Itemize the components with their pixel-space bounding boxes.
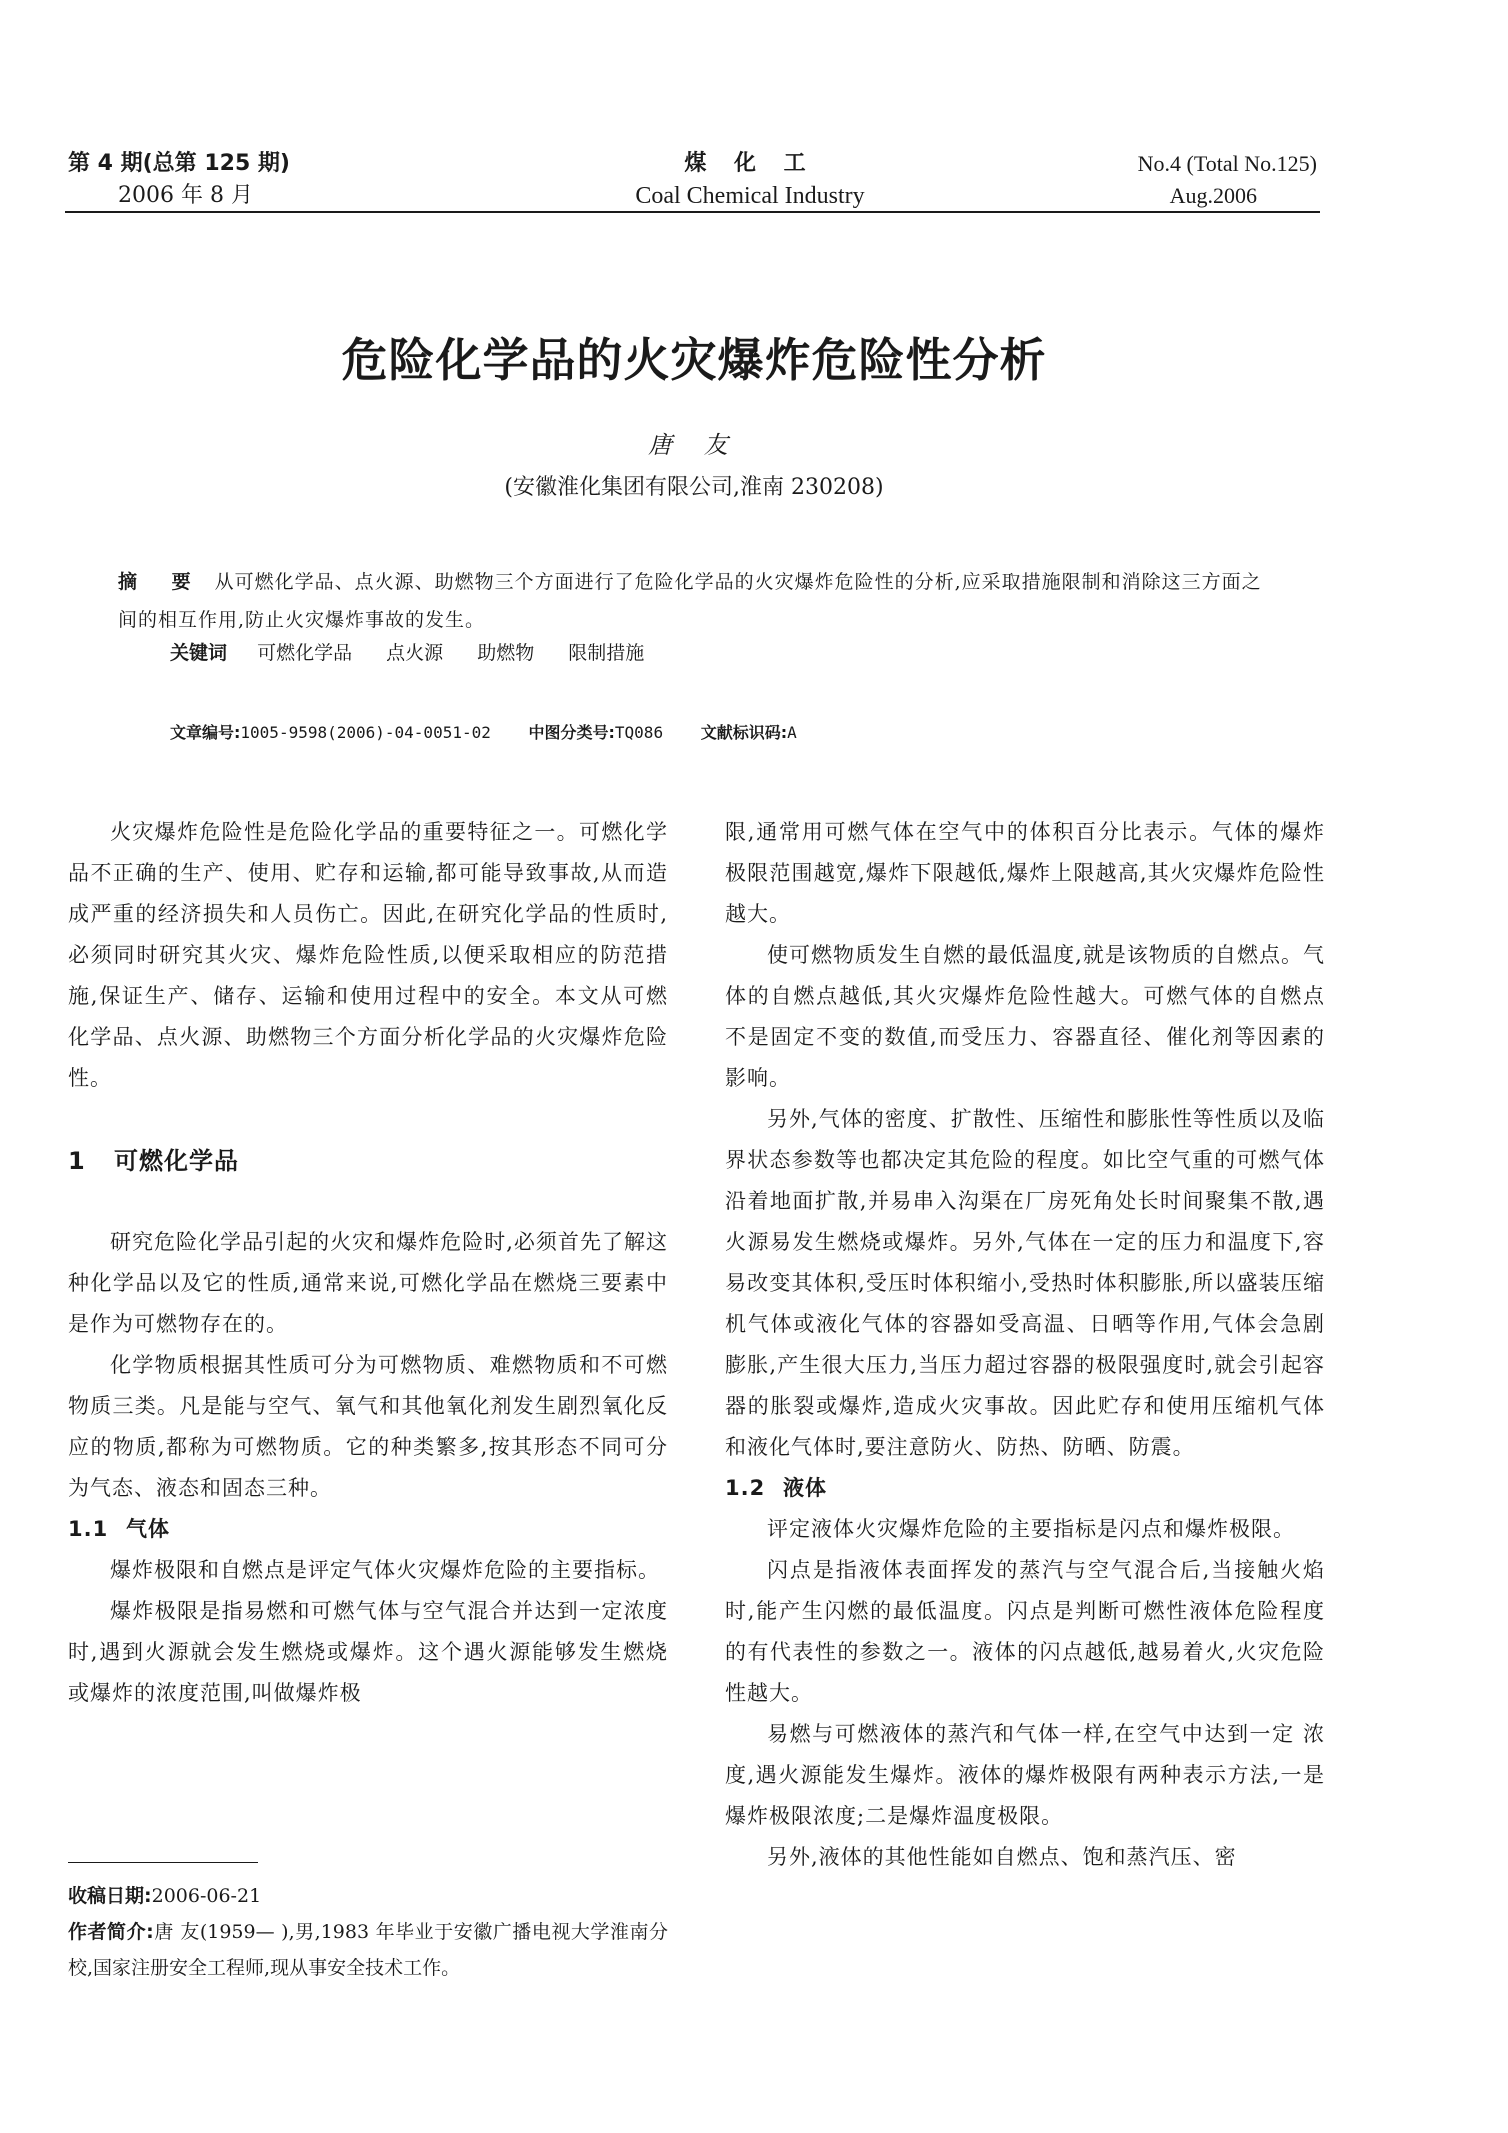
running-header-center — [500, 148, 1000, 212]
received-date-label: 收稿日期: — [68, 1885, 152, 1907]
keywords — [170, 637, 1170, 669]
author-affiliation: (安徽淮化集团有限公司,淮南 230208) — [504, 475, 884, 500]
clc-number: TQ086 — [614, 723, 664, 742]
footnote — [68, 1878, 668, 1986]
article-author: 唐 友 — [648, 431, 740, 459]
document-code: A — [787, 723, 797, 742]
section-heading-1-1 — [68, 1509, 668, 1550]
abstract — [118, 563, 1268, 639]
article-title: 危险化学品的火灾爆炸危险性分析 — [341, 333, 1047, 387]
abstract-text: 从可燃化学品、点火源、助燃物三个方面进行了危险化学品的火灾爆炸危险性的分析,应采取措施限制和消除这三方面之间的相互作用,防止火灾爆炸事故的发生。 — [118, 571, 1262, 631]
keyword-item: 点火源 — [386, 642, 444, 664]
paragraph: 闪点是指液体表面挥发的蒸汽与空气混合后,当接触火焰时,能产生闪燃的最低温度。闪点是判断可燃性液体危险程度的有代表性的参数之一。液体的闪点越低,越易着火,火灾危险性越大。 — [725, 1558, 1325, 1705]
issue-date-en: Aug.2006 — [1169, 183, 1257, 208]
body-column-left — [68, 812, 668, 1714]
paragraph: 爆炸极限是指易燃和可燃气体与空气混合并达到一定浓度时,遇到火源就会发生燃烧或爆炸。这个遇火源能够发生燃烧或爆炸的浓度范围,叫做爆炸极 — [68, 1599, 668, 1705]
received-date-value: 2006-06-21 — [151, 1885, 262, 1907]
keyword-item: 可燃化学品 — [257, 642, 353, 664]
section-heading-1-2 — [725, 1468, 1325, 1509]
section-number: 1 — [68, 1147, 86, 1175]
author-bio-label: 作者简介: — [68, 1921, 154, 1943]
paragraph: 另外,气体的密度、扩散性、压缩性和膨胀性等性质以及临界状态参数等也都决定其危险的程度。如比空气重的可燃气体沿着地面扩散,并易串入沟渠在厂房死角处长时间聚集不散,遇火源易发生燃烧或爆炸。另外,气体在一定的压力和温度下,容易改变其体积,受压时体积缩小,受热时体积膨胀,所以盛装压缩机气体或液化气体的容器如受高温、日晒等作用,气体会急剧膨胀,产生很大压力,当压力超过容器的极限强度时,就会引起容器的胀裂或爆炸,造成火灾事故。因此贮存和使用压缩机气体和液化气体时,要注意防火、防热、防晒、防震。 — [725, 1107, 1325, 1459]
section-number: 1.1 — [68, 1517, 109, 1541]
keyword-item: 限制措施 — [568, 642, 645, 664]
paragraph-continued: 限,通常用可燃气体在空气中的体积百分比表示。气体的爆炸极限范围越宽,爆炸下限越低,爆炸上限越高,其火灾爆炸危险性越大。 — [725, 820, 1325, 926]
header-rule — [65, 211, 1320, 213]
paragraph: 易燃与可燃液体的蒸汽和气体一样,在空气中达到一定 浓度,遇火源能发生爆炸。液体的爆炸极限有两种表示方法,一是爆炸极限浓度;二是爆炸温度极限。 — [725, 1722, 1325, 1828]
section-title: 可燃化学品 — [114, 1147, 239, 1175]
received-date — [68, 1878, 668, 1914]
journal-name-en: Coal Chemical Industry — [635, 183, 865, 209]
issue-number-cn: 第 4 期(总第 125 期) — [68, 151, 290, 176]
body-column-right — [725, 812, 1325, 1878]
paragraph: 爆炸极限和自燃点是评定气体火灾爆炸危险的主要指标。 — [110, 1558, 660, 1582]
abstract-label: 摘 要 — [118, 571, 205, 593]
paragraph: 火灾爆炸危险性是危险化学品的重要特征之一。可燃化学品不正确的生产、使用、贮存和运输,都可能导致事故,从而造成严重的经济损失和人员伤亡。因此,在研究化学品的性质时,必须同时研究其火灾、爆炸危险性质,以便采取相应的防范措施,保证生产、储存、运输和使用过程中的安全。本文从可燃化学品、点火源、助燃物三个方面分析化学品的火灾爆炸危险性。 — [68, 820, 668, 1090]
document-code-label: 文献标识码: — [700, 723, 788, 742]
author-bio-text: 唐 友(1959— ),男,1983 年毕业于安徽广播电视大学淮南分校,国家注册安全工程师,现从事安全技术工作。 — [68, 1921, 668, 1979]
paragraph: 另外,液体的其他性能如自燃点、饱和蒸汽压、密 — [767, 1845, 1237, 1869]
article-number-label: 文章编号: — [170, 723, 241, 742]
article-identifiers — [170, 720, 1270, 746]
running-header-right — [1010, 148, 1317, 212]
issue-date-cn: 2006 年 8 月 — [118, 183, 253, 208]
section-number: 1.2 — [725, 1476, 766, 1500]
paragraph: 化学物质根据其性质可分为可燃物质、难燃物质和不可燃物质三类。凡是能与空气、氧气和其他氧化剂发生剧烈氧化反应的物质,都称为可燃物质。它的种类繁多,按其形态不同可分为气态、液态和固态三种。 — [68, 1353, 668, 1500]
author-bio — [68, 1914, 668, 1986]
keyword-item: 助燃物 — [477, 642, 535, 664]
footnote-rule — [68, 1862, 258, 1863]
section-title: 液体 — [783, 1476, 827, 1500]
paragraph: 研究危险化学品引起的火灾和爆炸危险时,必须首先了解这种化学品以及它的性质,通常来说,可燃化学品在燃烧三要素中是作为可燃物存在的。 — [68, 1230, 668, 1336]
keywords-label: 关键词 — [170, 642, 228, 664]
section-title: 气体 — [126, 1517, 170, 1541]
running-header-left — [68, 148, 488, 212]
article-number: 1005-9598(2006)-04-0051-02 — [240, 723, 491, 742]
issue-number-en: No.4 (Total No.125) — [1137, 151, 1317, 176]
clc-number-label: 中图分类号: — [528, 723, 615, 742]
journal-name-cn: 煤 化 工 — [684, 151, 816, 176]
paragraph: 使可燃物质发生自燃的最低温度,就是该物质的自燃点。气体的自燃点越低,其火灾爆炸危险性越大。可燃气体的自燃点不是固定不变的数值,而受压力、容器直径、催化剂等因素的影响。 — [725, 943, 1325, 1090]
paragraph: 评定液体火灾爆炸危险的主要指标是闪点和爆炸极限。 — [767, 1517, 1295, 1541]
section-heading-1 — [68, 1141, 668, 1182]
